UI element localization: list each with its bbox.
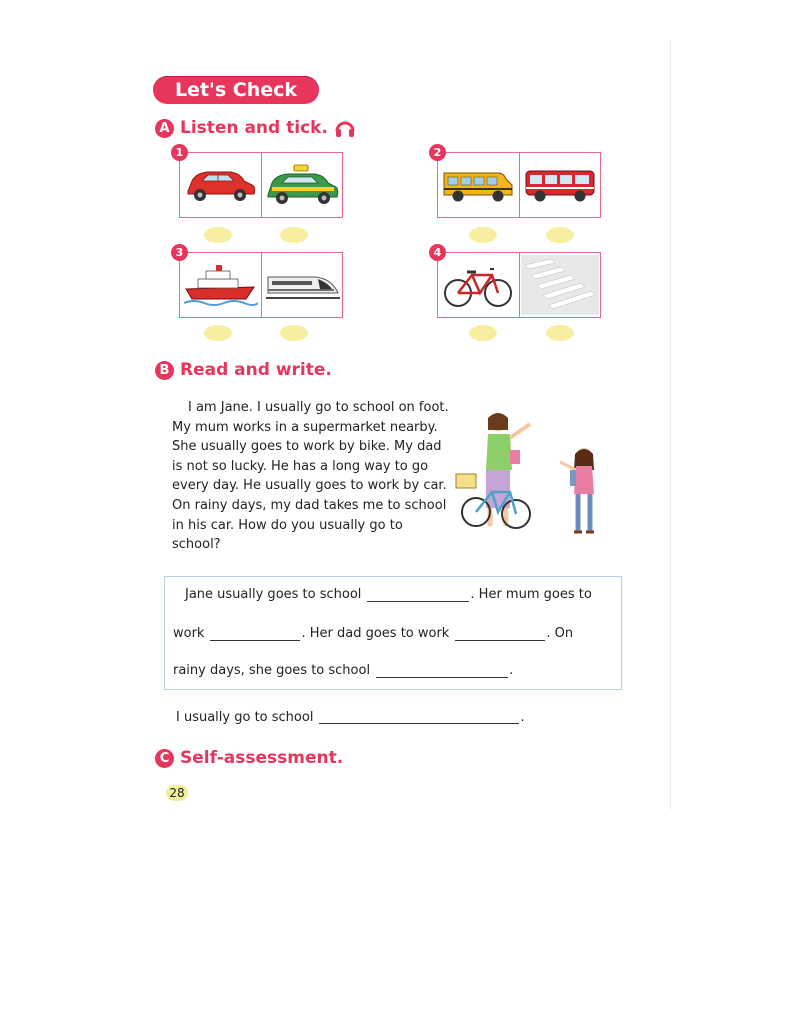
answer-text: . On <box>546 626 574 641</box>
bicycle-icon <box>440 259 516 311</box>
headphones-icon <box>334 117 356 139</box>
answer-blank-1[interactable] <box>367 589 469 602</box>
picture-bicycle[interactable] <box>438 253 519 317</box>
own-answer-blank[interactable] <box>319 711 519 724</box>
picture-frame <box>179 152 343 218</box>
lets-check-banner: Let's Check <box>153 76 319 104</box>
answer-text: Jane usually goes to school <box>185 587 362 602</box>
red-bus-icon <box>522 163 598 207</box>
answer-blank-3[interactable] <box>455 628 545 641</box>
picture-crosswalk[interactable] <box>519 253 601 317</box>
page-number: 28 <box>166 785 188 801</box>
section-a-letter: A <box>155 119 174 138</box>
answer-text: . Her mum goes to <box>470 587 592 602</box>
answer-blank-2[interactable] <box>210 628 300 641</box>
section-b-title: Read and write. <box>180 360 332 380</box>
tick-oval[interactable] <box>280 227 308 243</box>
tick-oval[interactable] <box>204 227 232 243</box>
item-number-badge: 3 <box>171 244 188 261</box>
answer-blank-4[interactable] <box>376 665 508 678</box>
listen-item-1 <box>175 146 343 218</box>
section-c-heading <box>155 748 343 768</box>
answer-text: work <box>173 626 205 641</box>
listen-item-2 <box>433 146 601 218</box>
answer-line-3 <box>173 663 513 678</box>
crosswalk-icon <box>521 255 599 315</box>
picture-high-speed-train[interactable] <box>261 253 343 317</box>
picture-red-car[interactable] <box>180 153 261 217</box>
own-answer-suffix: . <box>520 709 525 725</box>
listen-item-3 <box>175 246 343 318</box>
answer-text: . Her dad goes to work <box>301 626 450 641</box>
listen-item-4 <box>433 246 601 318</box>
item-number-badge: 1 <box>171 144 188 161</box>
section-c-title: Self-assessment. <box>180 748 344 768</box>
picture-frame <box>179 252 343 318</box>
tick-oval[interactable] <box>546 325 574 341</box>
own-answer-prefix: I usually go to school <box>176 709 314 725</box>
answer-text: rainy days, she goes to school <box>173 663 371 678</box>
picture-school-bus[interactable] <box>438 153 519 217</box>
taxi-icon <box>264 161 340 209</box>
high-speed-train-icon <box>264 263 340 307</box>
reading-text: I am Jane. I usually go to school on foot. My mum works in a supermarket nearby. She usually goes to work by bike. My dad is not so lucky. He has a long way to go every day. He usually goes to work by car. On rainy days, my dad takes me to school in his car. How do you usually go to school? <box>172 400 449 553</box>
picture-ferry[interactable] <box>180 253 261 317</box>
picture-red-bus[interactable] <box>519 153 601 217</box>
answer-box <box>164 576 622 690</box>
section-b-heading <box>155 360 332 380</box>
mum-and-girl-illustration <box>452 408 612 546</box>
section-c-letter: C <box>155 749 174 768</box>
reading-passage <box>172 398 454 555</box>
item-number-badge: 4 <box>429 244 446 261</box>
picture-taxi[interactable] <box>261 153 343 217</box>
school-bus-icon <box>440 163 516 207</box>
ferry-icon <box>182 261 258 309</box>
picture-frame <box>437 152 601 218</box>
answer-line-2 <box>173 626 573 641</box>
section-a-title: Listen and tick. <box>180 118 328 138</box>
answer-line-1 <box>185 587 592 602</box>
item-number-badge: 2 <box>429 144 446 161</box>
page-edge <box>670 40 671 810</box>
tick-oval[interactable] <box>546 227 574 243</box>
tick-oval[interactable] <box>280 325 308 341</box>
own-answer-row <box>164 700 614 734</box>
red-car-icon <box>182 163 258 207</box>
picture-frame <box>437 252 601 318</box>
tick-oval[interactable] <box>469 227 497 243</box>
tick-oval[interactable] <box>469 325 497 341</box>
section-b-letter: B <box>155 361 174 380</box>
section-a-heading <box>155 117 356 139</box>
answer-text: . <box>509 663 514 678</box>
tick-oval[interactable] <box>204 325 232 341</box>
